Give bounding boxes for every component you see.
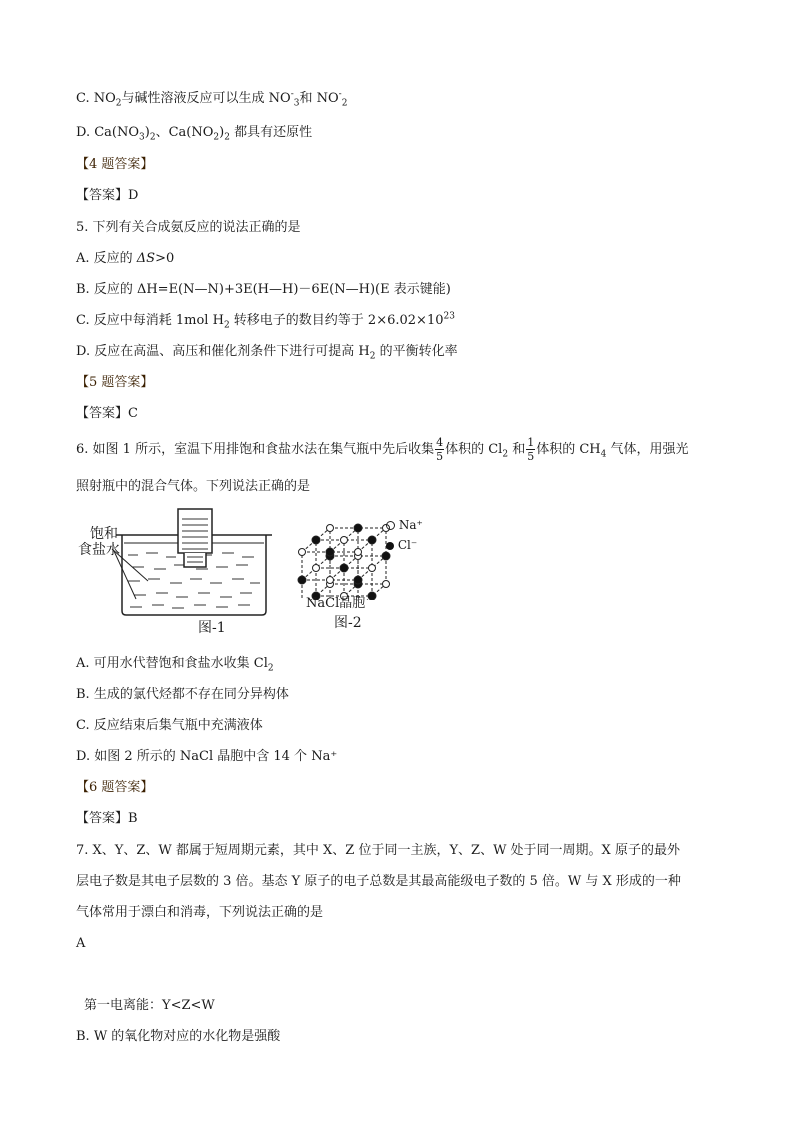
q5-option-d: D. 反应在高温、高压和催化剂条件下进行可提高 $H_2$ 的平衡转化率 — [76, 344, 458, 362]
cl-ion — [368, 536, 376, 544]
cl-ion — [340, 564, 348, 572]
q7-stem-line1: 7. X、Y、Z、W 都属于短周期元素，其中 X、Z 位于同一主族，Y、Z、W 处于同一周期。X 原子的最外 — [76, 843, 680, 858]
q5-answer: 【答案】C — [76, 406, 138, 421]
cl-ion — [326, 548, 334, 556]
q5-stem: 5. 下列有关合成氨反应的说法正确的是 — [76, 220, 301, 235]
na-ion — [299, 549, 306, 556]
cl-ion — [354, 524, 362, 532]
figure-1-label-brine: 食盐水 — [78, 542, 120, 558]
q4-answer: 【答案】D — [76, 188, 139, 203]
fraction-four-fifths: $\frac{4}{5}$ — [436, 436, 444, 463]
q6-option-a: A. 可用水代替饱和食盐水收集 $Cl_2$ — [76, 656, 274, 674]
q7-stem-line3: 气体常用于漂白和消毒，下列说法正确的是 — [76, 905, 324, 920]
na-ion — [327, 525, 334, 532]
q5-option-b: B. 反应的 ΔH=E(N—N)+3E(H—H)－6E(N—H)(E 表示键能) — [76, 282, 451, 297]
cl-ion — [312, 536, 320, 544]
na-ion — [313, 565, 320, 572]
na-ion — [341, 537, 348, 544]
q5-option-c: C. 反应中每消耗 1mol $H_2$ 转移电子的数目约等于 $2\times 6.02\times 10^{23}$ — [76, 311, 455, 331]
figure-2-crystal-name: NaCl晶胞 — [306, 596, 366, 611]
cl-ion-icon — [386, 542, 394, 550]
na-ion — [383, 581, 390, 588]
legend-cl: Cl⁻ — [386, 538, 417, 552]
figure-2-caption: 图-2 — [334, 615, 362, 631]
q6-option-c: C. 反应结束后集气瓶中充满液体 — [76, 718, 263, 733]
q6-option-b: B. 生成的氯代烃都不存在同分异构体 — [76, 687, 289, 702]
figure-1-gas-collection — [76, 505, 276, 640]
q6-answer: 【答案】B — [76, 811, 138, 826]
q4-section-header: 【4 题答案】 — [76, 157, 154, 172]
cl-ion — [298, 576, 306, 584]
q6-stem-line2: 照射瓶中的混合气体。下列说法正确的是 — [76, 479, 311, 494]
q7-option-a: 第一电离能：Y<Z<W — [84, 998, 215, 1013]
cl-ion — [368, 592, 376, 600]
q5-section-header: 【5 题答案】 — [76, 375, 154, 390]
q7-stem-line2: 层电子数是其电子层数的 3 倍。基态 Y 原子的电子总数是其最高能级电子数的 5 倍。W 与 X 形成的一种 — [76, 874, 681, 889]
q4-option-d: D. $Ca(NO_3)_2$、$Ca(NO_2)_2$ 都具有还原性 — [76, 125, 313, 143]
q7-option-b: B. W 的氧化物对应的水化物是强酸 — [76, 1029, 281, 1044]
q5-option-a: A. 反应的 ΔS>0 — [76, 251, 175, 266]
figure-1-caption: 图-1 — [198, 620, 226, 636]
q4-option-c: C. $NO_2$与碱性溶液反应可以生成 $NO^-_3$和 $NO^-_2$ — [76, 89, 348, 109]
na-ion — [327, 577, 334, 584]
figure-2-legend — [386, 516, 446, 556]
cl-ion — [354, 576, 362, 584]
figure-1-label-saturated: 饱和 — [90, 526, 118, 542]
q6-option-d: D. 如图 2 所示的 NaCl 晶胞中含 14 个 Na⁺ — [76, 749, 338, 764]
q6-stem-line1: 6. 如图 1 所示，室温下用排饱和食盐水法在集气瓶中先后收集 $\frac{4}{5}$ 体积的 $Cl_2$ 和 $\frac{1}{5}$ 体积的 $CH_4$ 气体，用强光 — [76, 436, 689, 463]
q6-section-header: 【6 题答案】 — [76, 780, 154, 795]
na-ion-icon — [386, 521, 395, 530]
q7-option-a-letter: A — [76, 936, 86, 951]
na-ion — [355, 549, 362, 556]
fraction-one-fifth: $\frac{1}{5}$ — [527, 436, 535, 463]
na-ion — [369, 565, 376, 572]
legend-na: Na⁺ — [386, 518, 423, 532]
